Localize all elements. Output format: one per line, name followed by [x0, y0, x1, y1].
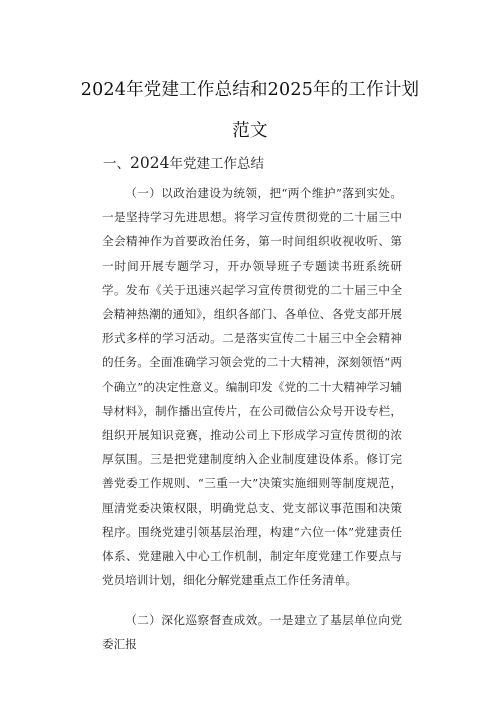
- body-paragraph-1: （一）以政治建设为统领，把“两个维护”落到实处。一是坚持学习先进思想。将学习宣传贯彻党的二十届三中全会精神作为首要政治任务，第一时间组织收视收听、第一时间开展专题学习，开办领导班子专题读书班系统研学。发布《关于迅速兴起学习宣传贯彻党的二十届三中全会精神热潮的通知》，组织各部门、各单位、各党支部开展形式多样的学习活动。二是落实宣传二十届三中全会精神的任务。全面准确学习领会党的二十大精神，深刻领悟“两个确立”的决定性意义。编制印发《党的二十大精神学习辅导材料》，制作播出宣传片，在公司微信公众号开设专栏，组织开展知识竞赛，推动公司上下形成学习宣传贯彻的浓厚氛围。三是把党建制度纳入企业制度建设体系。修订完善党委工作规则、“三重一大”决策实施细则等制度规范，厘清党委决策权限，明确党总支、党支部议事范围和决策程序。围绕党建引领基层治理，构建“六位一体”党建责任体系、党建融入中心工作机制，制定年度党建工作要点与党员培训计划，细化分解党建重点工作任务清单。: [102, 186, 402, 588]
- section-heading-suffix: 年党建工作总结: [169, 156, 264, 172]
- section-heading-year: 2024: [130, 154, 170, 172]
- section-heading: [103, 152, 264, 172]
- document-title-line-1: 2024年党建工作总结和2025年的工作计划: [80, 80, 420, 100]
- body-paragraph-2: （二）深化巡察督查成效。一是建立了基层单位向党委汇报: [102, 613, 402, 652]
- section-heading-prefix: 一、: [103, 156, 130, 172]
- document-title-line-2: 范文: [232, 121, 268, 141]
